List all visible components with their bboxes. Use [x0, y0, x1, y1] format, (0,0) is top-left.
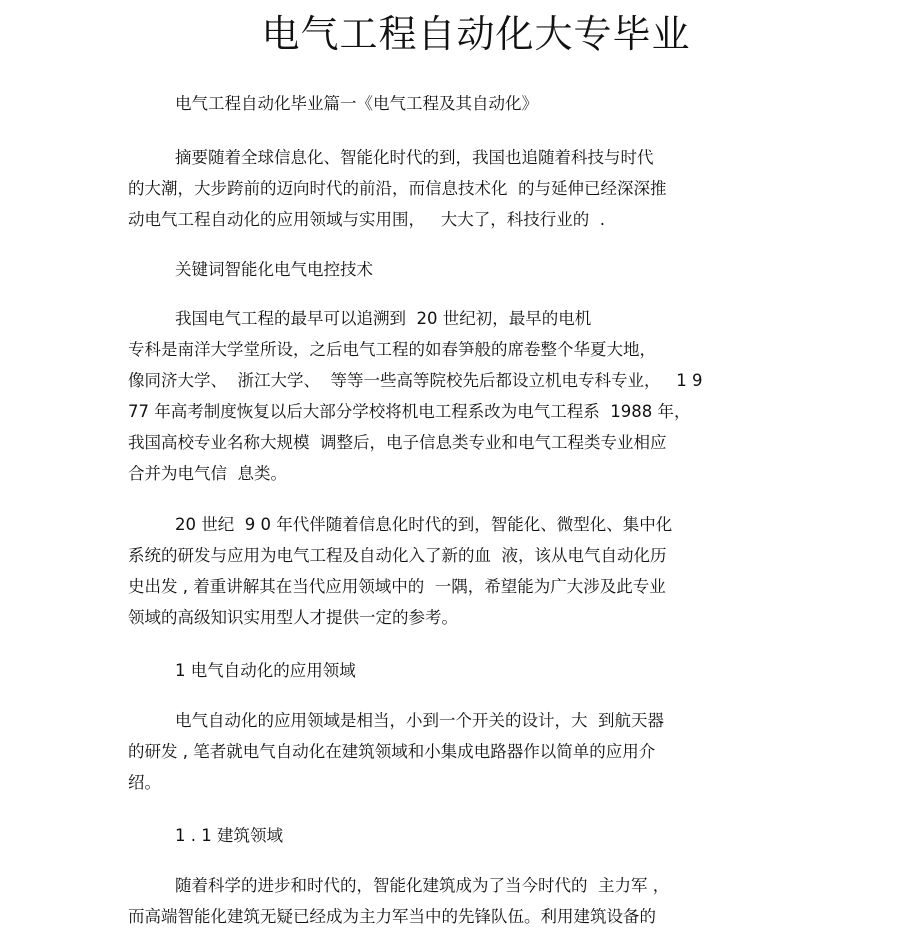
section-1-1-line: 而高端智能化建筑无疑已经成为主力军当中的先锋队伍。利用建筑设备的 — [128, 907, 656, 926]
history-line: 77 年高考制度恢复以后大部分学校将机电工程系改为电气工程系 1988 年， — [128, 402, 691, 421]
intro-paragraph — [128, 509, 768, 633]
history-line: 我国电气工程的最早可以追溯到 20 世纪初，最早的电机 — [175, 309, 592, 328]
section-1-line: 的研发 , 笔者就电气自动化在建筑领域和小集成电路器作以简单的应用介 — [128, 742, 656, 761]
abstract-line: 摘要随着全球信息化、智能化时代的到，我国也追随着科技与时代 — [175, 148, 654, 167]
history-line: 像同济大学、 浙江大学、 等等一些高等院校先后都设立机电专科专业， 1 9 — [128, 371, 703, 390]
history-paragraph — [128, 303, 768, 489]
history-line: 合并为电气信 息类。 — [128, 464, 287, 483]
section-1-1-heading-paragraph — [128, 820, 768, 851]
section-1-paragraph — [128, 705, 768, 798]
intro-line: 领域的高级知识实用型人才提供一定的参考。 — [128, 608, 458, 627]
document-title: 电气工程自动化大专毕业 — [261, 12, 691, 56]
keywords-line: 关键词智能化电气电控技术 — [175, 260, 373, 279]
intro-line: 史出发 , 着重讲解其在当代应用领域中的 一隅，希望能为广大涉及此专业 — [128, 577, 666, 596]
subtitle-line: 电气工程自动化毕业篇一《电气工程及其自动化》 — [175, 94, 538, 113]
history-line: 专科是南洋大学堂所设，之后电气工程的如春笋般的席卷整个华夏大地， — [128, 340, 656, 359]
history-line: 我国高校专业名称大规模 调整后，电子信息类专业和电气工程类专业相应 — [128, 433, 667, 452]
section-heading: 1 . 1 建筑领域 — [175, 826, 283, 845]
keywords-paragraph — [128, 254, 768, 285]
section-1-1-paragraph — [128, 870, 768, 932]
section-1-line: 绍。 — [128, 773, 161, 792]
abstract-line: 动电气工程自动化的应用领域与实用围， 大大了，科技行业的 . — [128, 210, 605, 229]
section-1-1-line: 随着科学的进步和时代的，智能化建筑成为了当今时代的 主力军 ， — [175, 876, 670, 895]
section-1-heading-paragraph — [128, 655, 768, 686]
abstract-line: 的大潮，大步跨前的迈向时代的前沿，而信息技术化 的与延伸已经深深推 — [128, 179, 667, 198]
intro-line: 系统的研发与应用为电气工程及自动化入了新的血 液，该从电气自动化历 — [128, 546, 667, 565]
section-heading: 1 电气自动化的应用领域 — [175, 661, 356, 680]
subtitle-paragraph — [128, 88, 768, 119]
intro-line: 20 世纪 9 0 年代伴随着信息化时代的到，智能化、微型化、集中化 — [175, 515, 673, 534]
section-1-line: 电气自动化的应用领域是相当，小到一个开关的设计，大 到航天器 — [175, 711, 664, 730]
abstract-paragraph — [128, 142, 768, 235]
